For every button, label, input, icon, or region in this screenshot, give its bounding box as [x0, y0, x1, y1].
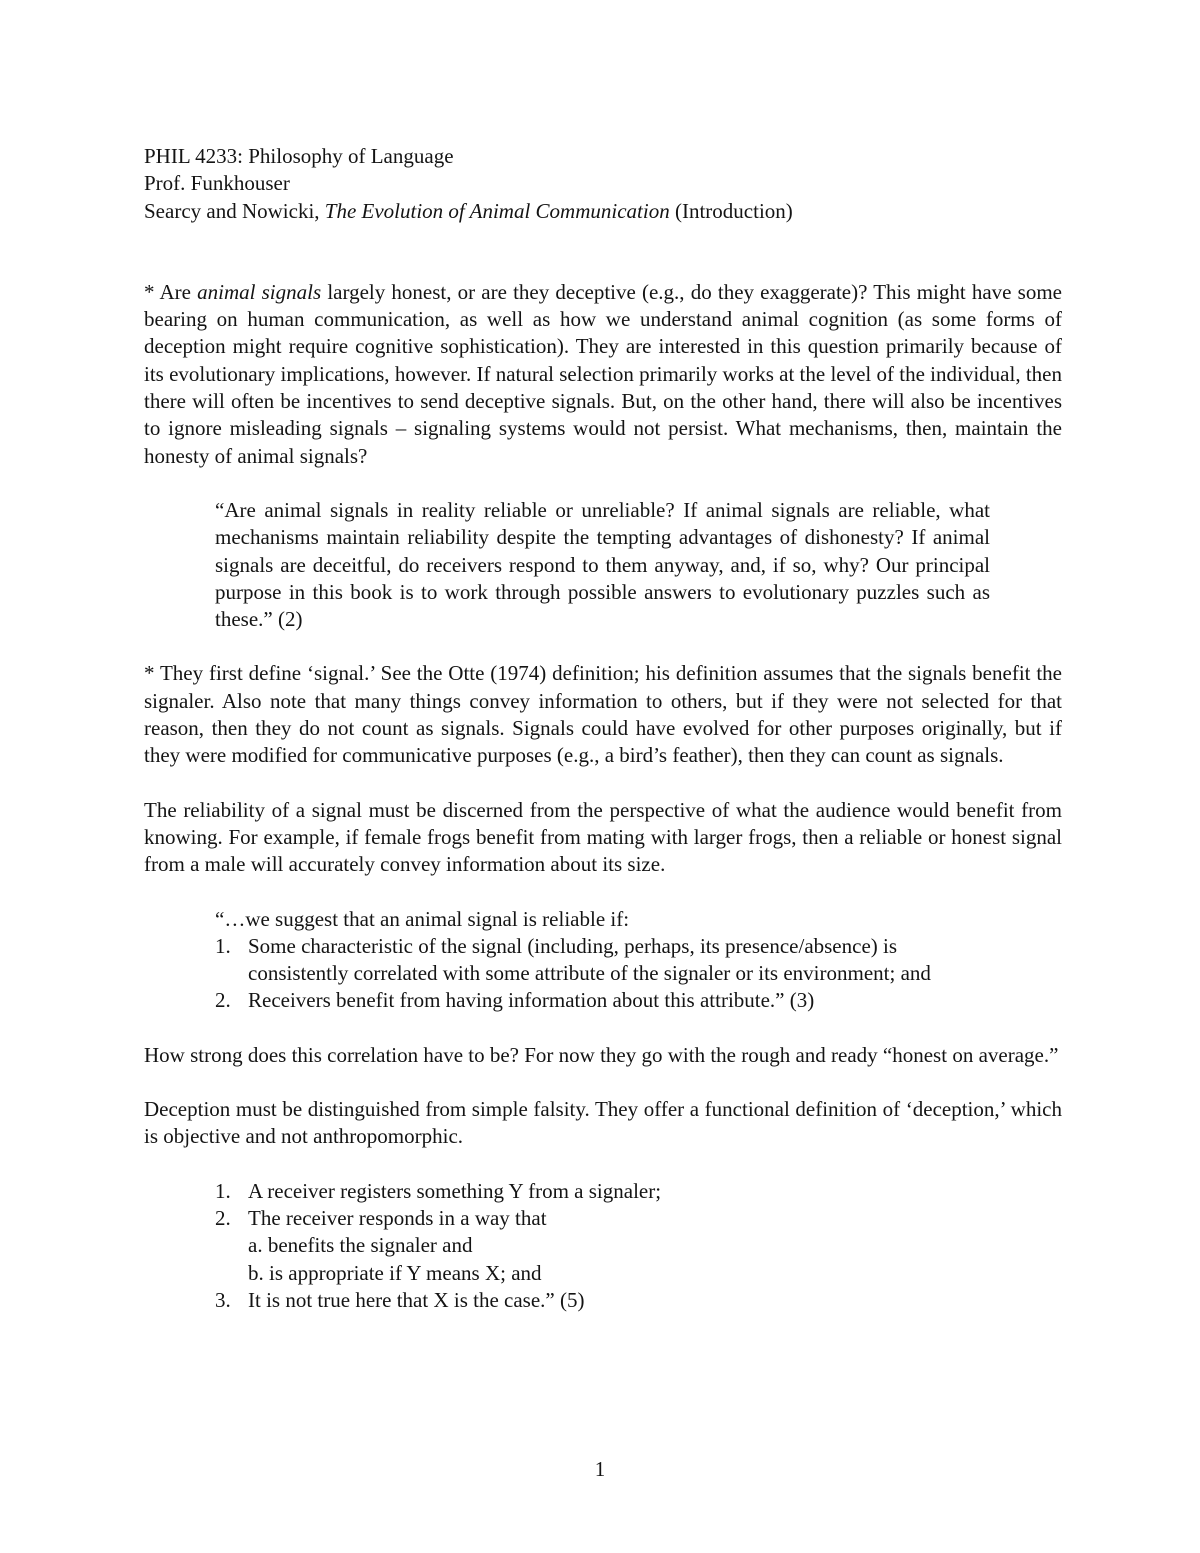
- sub-item-b: b. is appropriate if Y means X; and: [248, 1260, 542, 1285]
- paragraph-italic-term: animal signals: [197, 279, 322, 304]
- list-item-number: 1.: [215, 1178, 231, 1203]
- list-item-number: 2.: [215, 1205, 231, 1230]
- document-page: [144, 143, 1062, 1314]
- course-title: PHIL 4233: Philosophy of Language: [144, 144, 454, 168]
- paragraph-signal-definition: * They first define ‘signal.’ See the Otte (1974) definition; his definition assumes that the signals benefit the signaler. Also note that many things convey information to others, but if they were not selected for that reason, then they do not count as signals. Signals could have evolved for other purposes originally, but if they were modified for communicative purposes (e.g., a bird’s feather), then they can count as signals.: [144, 661, 1062, 768]
- block-quote-reliability: “Are animal signals in reality reliable or unreliable? If animal signals are reliable, what mechanisms maintain reliability despite the tempting advantages of dishonesty? If animal signals are deceitful, do receivers respond to them anyway, and, if so, why? Our principal purpose in this book is to work through possible answers to evolutionary puzzles such as these.” (2): [215, 497, 990, 632]
- list-item: [215, 1178, 1062, 1205]
- list-item: [215, 933, 1062, 988]
- paragraph-lead: * Are: [144, 279, 198, 304]
- paragraph-reliability: The reliability of a signal must be discerned from the perspective of what the audience would benefit from knowing. For example, if female frogs benefit from mating with larger frogs, then a reliable or honest signal from a male will accurately convey information about its size.: [144, 797, 1062, 877]
- list-item: [215, 1205, 1062, 1232]
- sub-item-a: a. benefits the signaler and: [248, 1233, 473, 1258]
- quote-intro: “…we suggest that an animal signal is reliable if:: [215, 906, 630, 931]
- document-header: [144, 143, 1062, 225]
- list-item-text: The receiver responds in a way that: [248, 1205, 547, 1230]
- list-item-number: 1.: [215, 933, 231, 958]
- list-item-text: It is not true here that X is the case.” (5): [248, 1287, 585, 1312]
- list-item-number: 2.: [215, 988, 231, 1013]
- paragraph-body: largely honest, or are they deceptive (e.g., do they exaggerate)? This might have some bearing on human communication, as well as how we understand animal cognition (as some forms of deception might require cognitive sophistication). They are interested in this question primarily because of its evolutionary implications, however. If natural selection primarily works at the level of the individual, then there will often be incentives to send deceptive signals. But, on the other hand, there will also be incentives to ignore misleading signals – signaling systems would not persist. What mechanisms, then, maintain the honesty of animal signals?: [144, 279, 1062, 468]
- paragraph-correlation: How strong does this correlation have to be? For now they go with the rough and ready “honest on average.”: [144, 1042, 1059, 1067]
- list-item-text: A receiver registers something Y from a signaler;: [248, 1178, 662, 1203]
- block-quote-reliable-if: [215, 906, 1062, 1015]
- reading-section: (Introduction): [669, 198, 793, 223]
- page-number: 1: [594, 1457, 606, 1481]
- list-item-text: Some characteristic of the signal (including, perhaps, its presence/absence) is consistently correlated with some attribute of the signaler or its environment; and: [248, 933, 931, 986]
- reading-citation: [144, 198, 1062, 225]
- paragraph-deception: Deception must be distinguished from simple falsity. They offer a functional definition of ‘deception,’ which is objective and not anthropomorphic.: [144, 1097, 1062, 1149]
- list-item-number: 3.: [215, 1287, 231, 1312]
- list-item-text: Receivers benefit from having information about this attribute.” (3): [248, 988, 815, 1013]
- reading-authors: Searcy and Nowicki,: [144, 198, 325, 223]
- reading-title: The Evolution of Animal Communication: [324, 198, 670, 223]
- list-item: [215, 987, 1062, 1014]
- paragraph-animal-signals: [144, 279, 1062, 470]
- professor-name: Prof. Funkhouser: [144, 171, 290, 196]
- deception-definition-list: [215, 1178, 1062, 1314]
- list-item: [215, 1287, 1062, 1314]
